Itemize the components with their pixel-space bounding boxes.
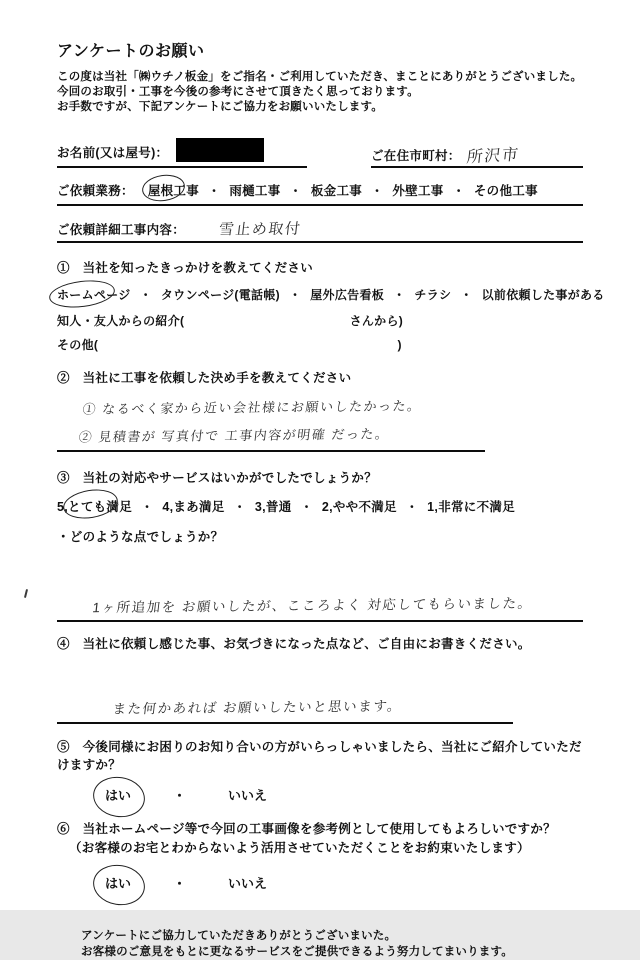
redacted-name-box: [176, 138, 264, 162]
page-title: アンケートのお願い: [57, 43, 205, 60]
q2-answer-2-underlined: [57, 425, 485, 452]
q6-yesno-row: [105, 873, 583, 892]
intro-line: 今回のお取引・工事を今後の参考にさせて頂きたく思っております。: [57, 86, 419, 98]
option-separator: ・: [233, 499, 246, 514]
intro-paragraph: [57, 70, 583, 115]
q5-heading: ⑤ 今後同様にお困りのお知り合いの方がいらっしゃいましたら、当社にご紹介していただけますか？: [57, 740, 582, 772]
city-label: ご在住市町村：: [371, 149, 461, 163]
q6-yes-selected: はい: [105, 873, 131, 892]
detail-row: [57, 215, 583, 243]
name-field: [57, 140, 307, 168]
option-separator: ・: [371, 183, 384, 198]
q4-answer-handwritten: また何かあれば お願いしたいと思います。: [111, 698, 404, 717]
city-value-handwritten: 所沢市: [465, 146, 520, 167]
q3-option: 3,普通: [254, 500, 292, 514]
option-separator: ・: [141, 499, 154, 514]
q2-answer-2-handwritten: ② 見積書が 写真付で 工事内容が明確 だった。: [77, 426, 391, 445]
option-separator: ・: [405, 499, 419, 514]
option-separator: ・: [460, 288, 473, 302]
works-option-selected: 屋根工事: [148, 181, 199, 199]
q1-option: 以前依頼した事がある: [481, 288, 605, 302]
detail-label: ご依頼詳細工事内容：: [57, 223, 186, 237]
name-city-row: [57, 140, 583, 168]
works-option: 外壁工事: [392, 184, 444, 198]
detail-value-handwritten: 雪止め取付: [217, 220, 303, 239]
q3-options: [57, 497, 583, 515]
q3-answer-handwritten: 1ヶ所追加を お願いしたが、こころよく 対応してもらいました。: [91, 595, 534, 616]
q4-heading: ④ 当社に依頼し感じた事、お気づきになった点など、ご自由にお書きください。: [57, 637, 531, 651]
q5-yes-selected: はい: [105, 785, 131, 804]
q3-answer-underlined: [57, 594, 583, 622]
works-row: [57, 181, 583, 206]
q2-answer-1-handwritten: ① なるべく家から近い会社様にお願いしたかった。: [81, 398, 423, 417]
option-separator: ・: [393, 288, 406, 302]
q1-referral-prefix: 知人・友人からの紹介(: [57, 314, 185, 328]
q1-other-prefix: その他(: [57, 338, 99, 352]
q1-other-line: [57, 336, 583, 353]
intro-line: この度は当社「㈱ウチノ板金」をご指名・ご利用していただき、まことにありがとうございました。: [57, 71, 583, 83]
q3-heading: ③ 当社の対応やサービスはいかがでしたでしょうか？: [57, 471, 378, 485]
q1-option: 屋外広告看板: [310, 288, 385, 302]
option-separator: ・: [173, 788, 187, 803]
q6-subheading: （お客様のお宅とわからないよう活用させていただくことをお約束いたします）: [69, 841, 530, 855]
q3-option: 4,まあ満足: [162, 500, 225, 514]
option-separator: ・: [300, 499, 313, 514]
option-separator: ・: [139, 288, 152, 302]
works-option: 雨樋工事: [229, 184, 281, 198]
q1-option-selected: ホームページ: [57, 288, 131, 302]
q1-options: [57, 286, 605, 303]
works-label: ご依頼業務：: [57, 184, 134, 198]
option-separator: ・: [452, 183, 465, 198]
closing-line: お客様のご意見をもとに更なるサービスをご提供できるよう努力してまいります。: [81, 946, 513, 958]
option-separator: ・: [173, 876, 187, 891]
q1-referral-line: [57, 312, 583, 329]
q2-heading: ② 当社に工事を依頼した決め手を教えてください: [57, 371, 352, 385]
q1-heading: ① 当社を知ったきっかけを教えてください: [57, 261, 314, 275]
q3-option: 1,非常に不満足: [427, 500, 515, 514]
q6-no: いいえ: [228, 876, 268, 891]
name-label: お名前(又は屋号)：: [57, 146, 169, 160]
q5-no: いいえ: [228, 788, 268, 803]
q4-answer-underlined: [57, 696, 513, 724]
q3-option-selected: 5,とても満足: [57, 497, 132, 515]
closing-line: アンケートにご協力していただきありがとうございまいた。: [81, 930, 397, 942]
works-option: 板金工事: [310, 184, 363, 198]
q1-option: チラシ: [414, 288, 452, 302]
q6-heading: ⑥ 当社ホームページ等で今回の工事画像を参考例として使用してもよろしいですか？: [57, 822, 556, 836]
q1-other-suffix: ): [397, 338, 402, 352]
q5-yesno-row: [105, 785, 583, 804]
city-field: [371, 141, 583, 168]
q3-followup: ・どのような点でしょうか？: [57, 530, 224, 544]
q1-referral-suffix: さんから): [349, 314, 404, 328]
option-separator: ・: [288, 288, 302, 302]
option-separator: ・: [208, 183, 221, 198]
q3-option: 2,やや不満足: [321, 500, 397, 514]
closing-note: [81, 928, 583, 960]
option-separator: ・: [289, 183, 302, 198]
works-option: その他工事: [473, 184, 538, 198]
q1-option: タウンページ(電話帳): [160, 288, 280, 302]
intro-line: お手数ですが、下記アンケートにご協力をお願いいたします。: [57, 101, 383, 113]
